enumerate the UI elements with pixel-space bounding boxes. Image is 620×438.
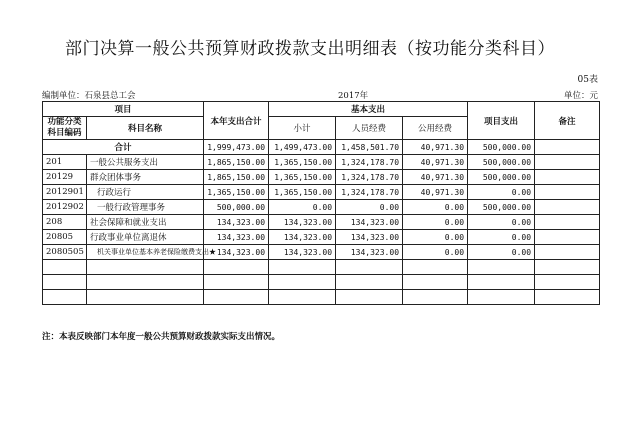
header-subtotal: 小计: [269, 117, 336, 140]
row-total: 1,365,150.00: [204, 185, 269, 200]
row-subtotal: 1,365,150.00: [269, 170, 336, 185]
report-year: 2017年: [338, 91, 369, 101]
header-basic: 基本支出: [269, 102, 468, 117]
header-personnel: 人员经费: [336, 117, 403, 140]
row-code: 2012901: [43, 185, 87, 200]
row-public: 0.00: [403, 230, 468, 245]
row-remark: [535, 245, 600, 260]
row-name: 机关事业单位基本养老保险缴费支出★: [87, 245, 204, 260]
row-public: 0.00: [403, 200, 468, 215]
table-row-empty: [43, 275, 600, 290]
row-personnel: 134,323.00: [336, 230, 403, 245]
row-subtotal: 134,323.00: [269, 245, 336, 260]
row-personnel: 0.00: [336, 200, 403, 215]
row-total: 1,865,150.00: [204, 155, 269, 170]
row-name: 行政事业单位离退休: [87, 230, 204, 245]
row-personnel: 134,323.00: [336, 215, 403, 230]
compiling-unit: 编制单位：石泉县总工会: [42, 91, 136, 101]
row-subtotal: 0.00: [269, 200, 336, 215]
row-code: 208: [43, 215, 87, 230]
row-public: 0.00: [403, 245, 468, 260]
row-project: 500,000.00: [468, 200, 535, 215]
currency-unit: 单位：元: [563, 91, 598, 101]
row-name: 群众团体事务: [87, 170, 204, 185]
row-remark: [535, 230, 600, 245]
row-subtotal: 134,323.00: [269, 230, 336, 245]
total-total: 1,999,473.00: [204, 140, 269, 155]
total-row: [43, 140, 600, 155]
header-item: 项目: [43, 102, 204, 117]
row-project: 0.00: [468, 215, 535, 230]
table-row: [43, 230, 600, 245]
row-personnel: 1,324,178.70: [336, 155, 403, 170]
row-total: 134,323.00: [204, 245, 269, 260]
table-row-empty: [43, 290, 600, 305]
row-remark: [535, 185, 600, 200]
header-subject-name: 科目名称: [87, 117, 204, 140]
row-remark: [535, 155, 600, 170]
row-personnel: 1,324,178.70: [336, 170, 403, 185]
row-total: 500,000.00: [204, 200, 269, 215]
row-remark: [535, 215, 600, 230]
row-subtotal: 1,365,150.00: [269, 155, 336, 170]
row-name: 一般公共服务支出: [87, 155, 204, 170]
row-name: 行政运行: [87, 185, 204, 200]
row-public: 0.00: [403, 215, 468, 230]
row-code: 20805: [43, 230, 87, 245]
row-code: 201: [43, 155, 87, 170]
total-remark: [535, 140, 600, 155]
row-total: 134,323.00: [204, 230, 269, 245]
page-title: 部门决算一般公共预算财政拨款支出明细表（按功能分类科目）: [65, 39, 555, 59]
total-public: 40,971.30: [403, 140, 468, 155]
table-row: [43, 200, 600, 215]
form-number: 05表: [577, 75, 598, 85]
header-public: 公用经费: [403, 117, 468, 140]
row-remark: [535, 200, 600, 215]
total-project: 500,000.00: [468, 140, 535, 155]
table-row: [43, 215, 600, 230]
total-subtotal: 1,499,473.00: [269, 140, 336, 155]
header-row-1: [43, 102, 600, 117]
table-row: [43, 170, 600, 185]
table-row: [43, 185, 600, 200]
row-total: 134,323.00: [204, 215, 269, 230]
row-project: 0.00: [468, 230, 535, 245]
row-personnel: 134,323.00: [336, 245, 403, 260]
row-subtotal: 1,365,150.00: [269, 185, 336, 200]
header-total: 本年支出合计: [204, 102, 269, 140]
table-row-empty: [43, 260, 600, 275]
row-code: 2012902: [43, 200, 87, 215]
table-row: [43, 245, 600, 260]
row-code: 20129: [43, 170, 87, 185]
row-name: 社会保障和就业支出: [87, 215, 204, 230]
header-func-code: 功能分类科目编码: [43, 117, 87, 140]
row-code: 2080505: [43, 245, 87, 260]
total-label: 合计: [43, 140, 204, 155]
meta-line: [42, 89, 598, 101]
expenditure-table: [42, 101, 600, 305]
row-personnel: 1,324,178.70: [336, 185, 403, 200]
row-project: 0.00: [468, 185, 535, 200]
row-total: 1,865,150.00: [204, 170, 269, 185]
row-public: 40,971.30: [403, 155, 468, 170]
total-personnel: 1,458,501.70: [336, 140, 403, 155]
row-project: 500,000.00: [468, 155, 535, 170]
header-project: 项目支出: [468, 102, 535, 140]
row-public: 40,971.30: [403, 170, 468, 185]
row-project: 0.00: [468, 245, 535, 260]
row-name: 一般行政管理事务: [87, 200, 204, 215]
header-remark: 备注: [535, 102, 600, 140]
row-subtotal: 134,323.00: [269, 215, 336, 230]
footnote: 注：本表反映部门本年度一般公共预算财政拨款实际支出情况。: [42, 332, 281, 342]
row-remark: [535, 170, 600, 185]
row-project: 500,000.00: [468, 170, 535, 185]
table-row: [43, 155, 600, 170]
row-public: 40,971.30: [403, 185, 468, 200]
